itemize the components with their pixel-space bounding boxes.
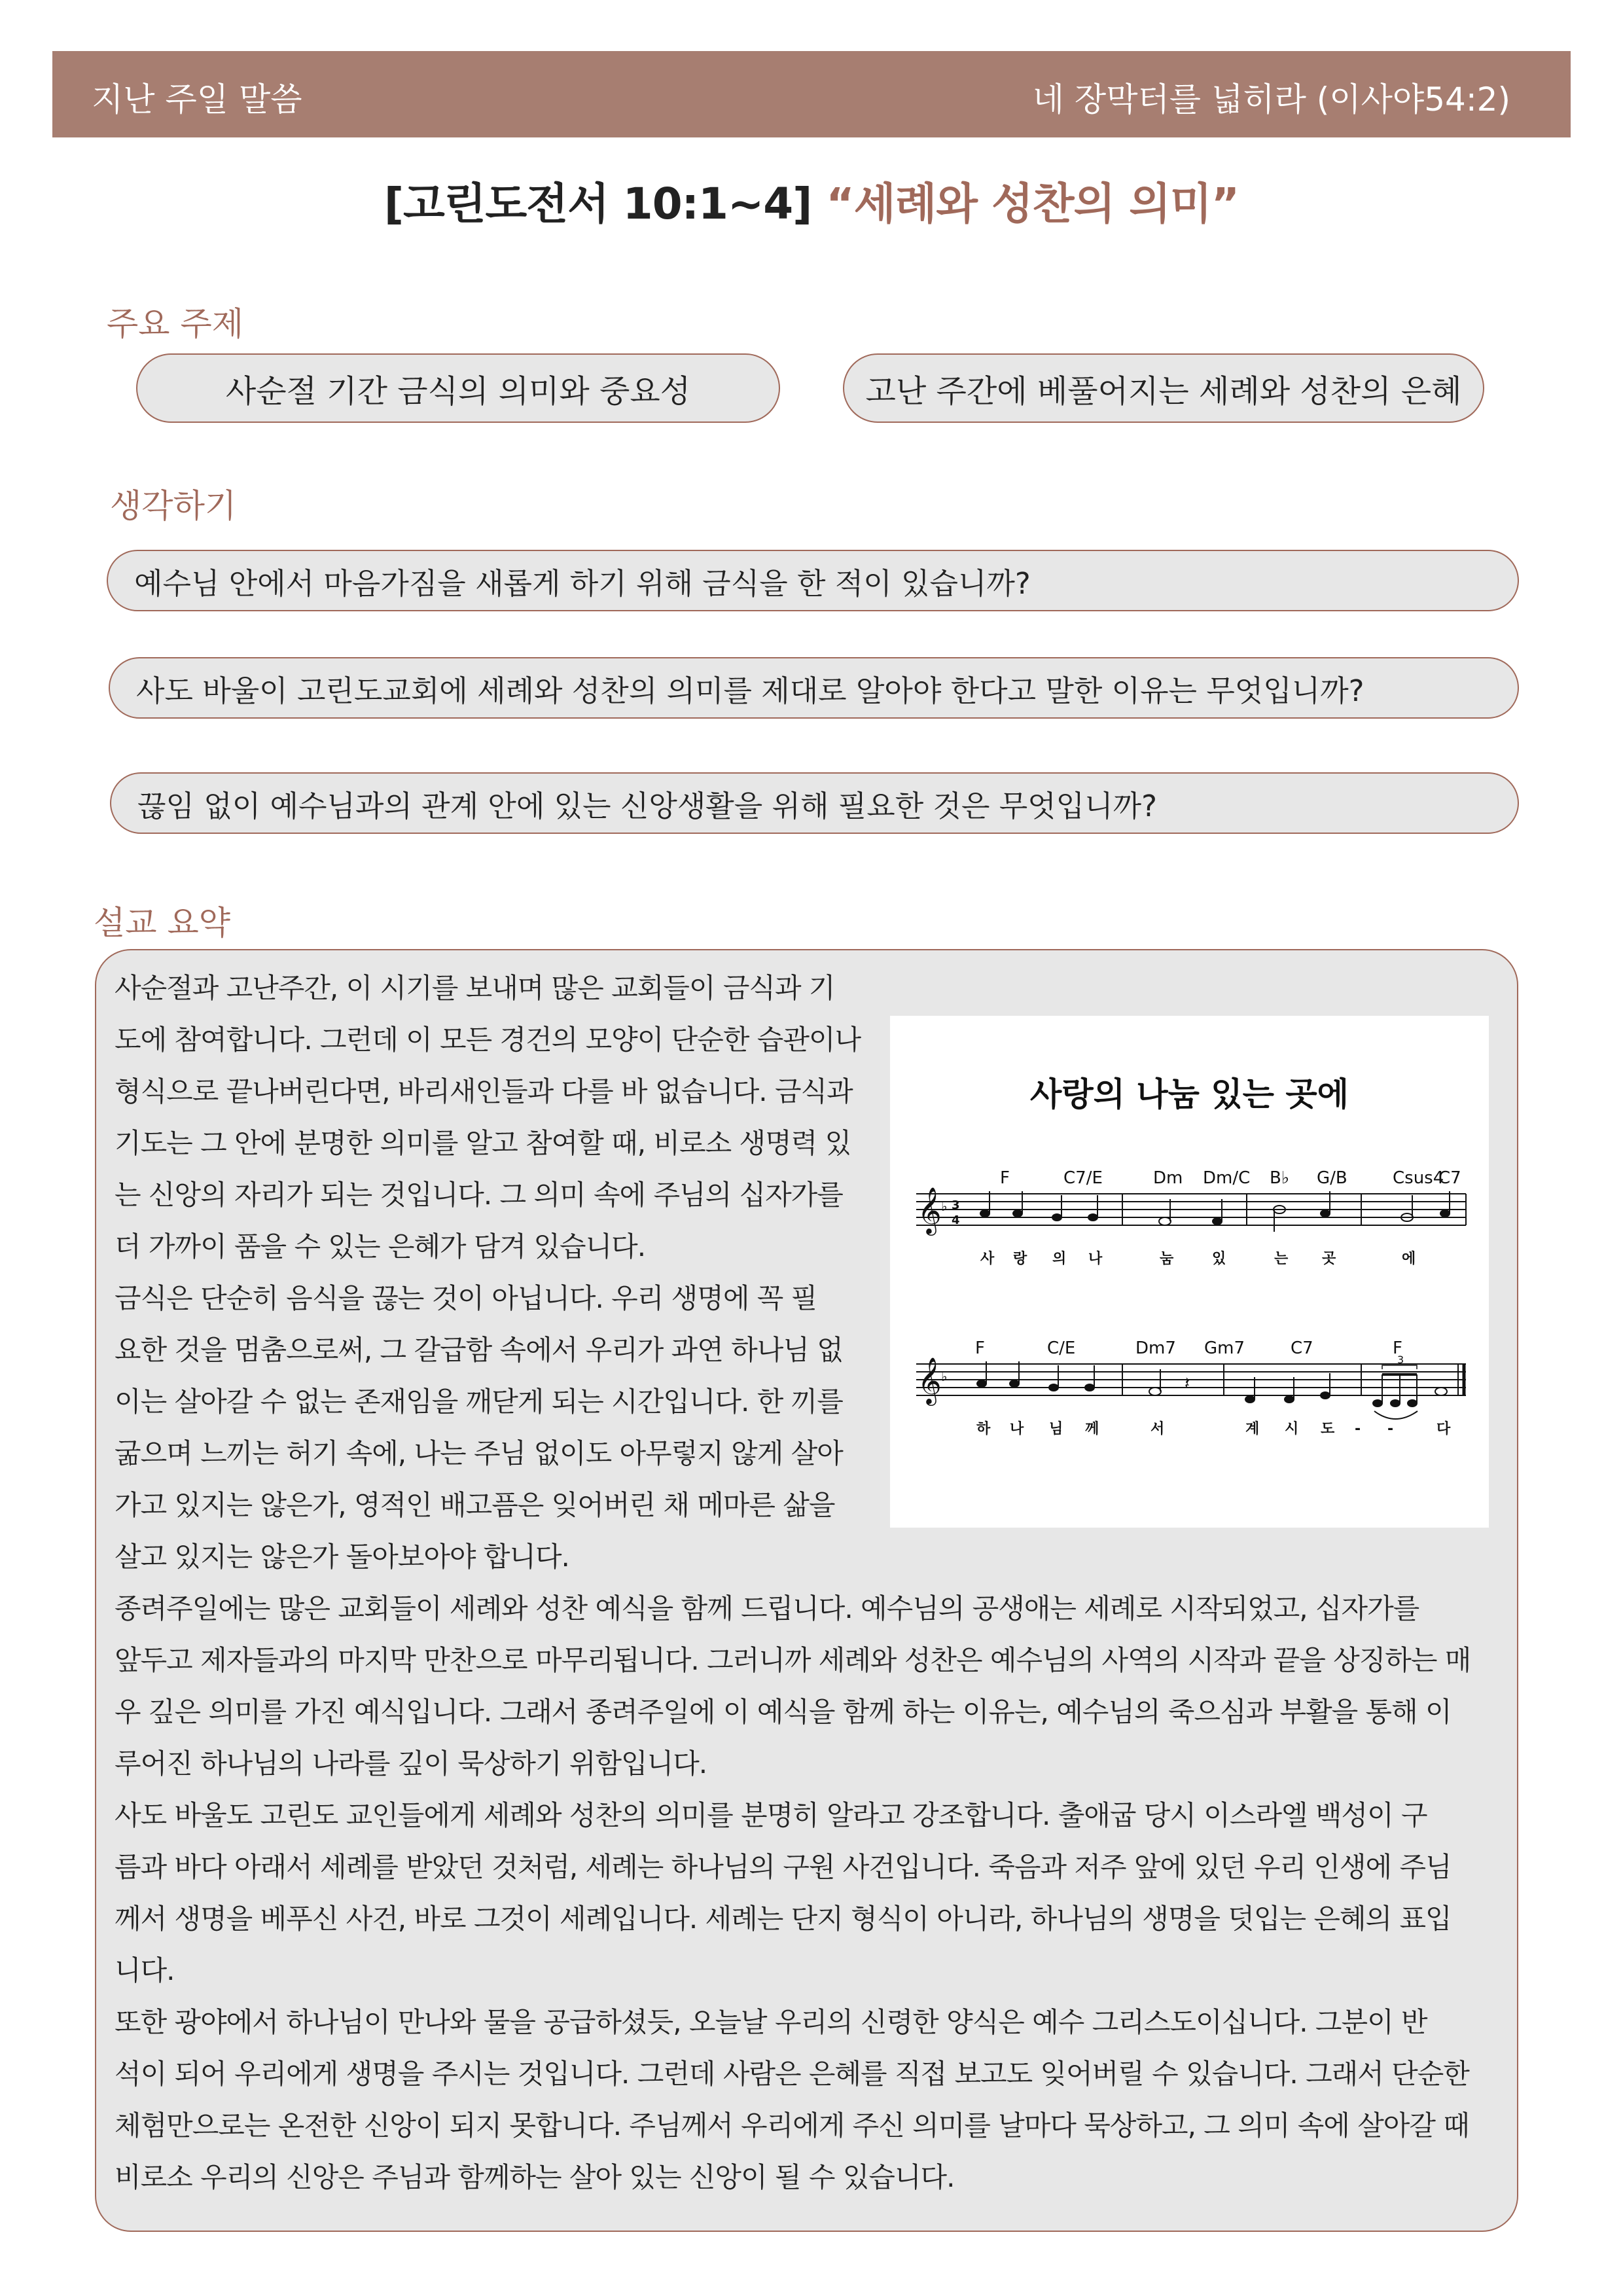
- summary-line: 사순절과 고난주간, 이 시기를 보내며 많은 교회들이 금식과 기: [115, 972, 835, 1004]
- lyric-syllable: 도: [1321, 1421, 1335, 1437]
- lyric-syllable: 곳: [1322, 1251, 1336, 1267]
- svg-text:𝄞: 𝄞: [918, 1186, 942, 1234]
- theme-pill-1: [136, 353, 780, 423]
- summary-line: 살고 있지는 않은가 돌아보아야 합니다.: [115, 1541, 569, 1573]
- question-text: 사도 바울이 고린도교회에 세례와 성찬의 의미를 제대로 알아야 한다고 말한 이유는 무엇입니까?: [136, 673, 1364, 708]
- lyric-syllable: 하: [976, 1421, 991, 1437]
- lyric-syllable: 의: [1052, 1251, 1067, 1267]
- summary-line: 도에 참여합니다. 그런데 이 모든 경건의 모양이 단순한 습관이나: [115, 1024, 861, 1056]
- lyric-syllable: -: [1387, 1421, 1394, 1437]
- lyric-syllable: 계: [1245, 1421, 1260, 1437]
- lyric-syllable: 사: [980, 1251, 995, 1267]
- lyric-syllable: -: [1355, 1421, 1361, 1437]
- summary-line: 우 깊은 의미를 가진 예식입니다. 그래서 종려주일에 이 예식을 함께 하는 이유는, 예수님의 죽으심과 부활을 통해 이: [115, 1696, 1452, 1728]
- chords-line-1: [1000, 1168, 1461, 1188]
- summary-line: 체험만으로는 온전한 신앙이 되지 못합니다. 주님께서 우리에게 주신 의미를 날마다 묵상하고, 그 의미 속에 살아갈 때: [115, 2109, 1469, 2142]
- chord-label: Dm: [1153, 1168, 1183, 1188]
- summary-line: 기도는 그 안에 분명한 의미를 알고 참여할 때, 비로소 생명력 있: [115, 1127, 851, 1159]
- theme-pill-2: [843, 353, 1484, 423]
- summary-line: 금식은 단순히 음식을 끊는 것이 아닙니다. 우리 생명에 꼭 필: [115, 1282, 817, 1314]
- chord-label: G/B: [1317, 1168, 1347, 1188]
- summary-line: 형식으로 끝나버린다면, 바리새인들과 다를 바 없습니다. 금식과: [115, 1075, 853, 1107]
- lyric-syllable: 께: [1085, 1421, 1099, 1437]
- lyric-syllable: 는: [1274, 1251, 1289, 1267]
- question-text: 끊임 없이 예수님과의 관계 안에 있는 신앙생활을 위해 필요한 것은 무엇입니까?: [137, 788, 1157, 823]
- summary-line: 사도 바울도 고린도 교인들에게 세례와 성찬의 의미를 분명히 알라고 강조합니다. 출애굽 당시 이스라엘 백성이 구: [115, 1799, 1427, 1831]
- chord-label: F: [1393, 1338, 1402, 1358]
- themes-label: 주요 주제: [107, 305, 244, 343]
- question-pill-1: [107, 550, 1519, 611]
- chord-label: C7: [1291, 1338, 1313, 1358]
- summary-line: 가고 있지는 않은가, 영적인 배고픔은 잊어버린 채 메마른 삶을: [115, 1489, 835, 1521]
- chord-label: Dm7: [1135, 1338, 1176, 1358]
- staff-line-2: [916, 1356, 1466, 1406]
- lyric-syllable: 에: [1402, 1251, 1416, 1267]
- svg-text:𝄽: 𝄽: [1185, 1374, 1190, 1393]
- summary-paragraph-narrow: [115, 962, 880, 1583]
- chord-label: C/E: [1047, 1338, 1076, 1358]
- summary-line: 또한 광야에서 하나님이 만나와 물을 공급하셨듯, 오늘날 우리의 신령한 양식은 예수 그리스도이십니다. 그분이 반: [115, 2006, 1427, 2038]
- chord-label: F: [975, 1338, 985, 1358]
- summary-line: 는 신앙의 자리가 되는 것입니다. 그 의미 속에 주님의 십자가를: [115, 1179, 843, 1211]
- question-pill-3: [110, 772, 1519, 834]
- summary-line: 름과 바다 아래서 세례를 받았던 것처럼, 세례는 하나님의 구원 사건입니다. 죽음과 저주 앞에 있던 우리 인생에 주님: [115, 1851, 1452, 1883]
- question-pill-2: [109, 657, 1519, 719]
- sheet-music-notation: [890, 1016, 1489, 1528]
- summary-line: 요한 것을 멈춤으로써, 그 갈급함 속에서 우리가 과연 하나님 없: [115, 1334, 843, 1366]
- summary-line: 종려주일에는 많은 교회들이 세례와 성찬 예식을 함께 드립니다. 예수님의 공생애는 세례로 시작되었고, 십자가를: [115, 1592, 1419, 1624]
- sheet-music-image: [890, 1016, 1489, 1528]
- svg-text:♭: ♭: [941, 1198, 948, 1214]
- lyric-syllable: 서: [1150, 1421, 1165, 1437]
- lyric-syllable: 다: [1436, 1421, 1451, 1437]
- lyric-syllable: 있: [1212, 1251, 1226, 1267]
- theme-pill-text: 고난 주간에 베풀어지는 세례와 성찬의 은혜: [865, 372, 1462, 410]
- chord-label: Gm7: [1204, 1338, 1245, 1358]
- lyric-syllable: 님: [1049, 1421, 1063, 1437]
- summary-paragraph-wide: [115, 1583, 1495, 2203]
- staff-line-1: [916, 1186, 1466, 1236]
- lyric-syllable: 나: [1010, 1421, 1024, 1437]
- summary-line: 께서 생명을 베푸신 사건, 바로 그것이 세례입니다. 세례는 단지 형식이 아니라, 하나님의 생명을 덧입는 은혜의 표입: [115, 1903, 1452, 1935]
- summary-line: 석이 되어 우리에게 생명을 주시는 것입니다. 그런데 사람은 은혜를 직접 보고도 잊어버릴 수 있습니다. 그래서 단순한: [115, 2058, 1469, 2090]
- title-sermon: “세례와 성찬의 의미”: [826, 179, 1240, 229]
- chord-label: C7/E: [1063, 1168, 1103, 1188]
- summary-line: 굶으며 느끼는 허기 속에, 나는 주님 없이도 아무렇지 않게 살아: [115, 1437, 843, 1469]
- lyric-syllable: 랑: [1013, 1251, 1027, 1267]
- chord-label: C7: [1438, 1168, 1461, 1188]
- lyrics-line-1: [980, 1250, 1416, 1267]
- chord-label: B♭: [1270, 1168, 1290, 1188]
- summary-label: 설교 요약: [94, 904, 231, 942]
- summary-line: 비로소 우리의 신앙은 주님과 함께하는 살아 있는 신앙이 될 수 있습니다.: [115, 2161, 955, 2193]
- chord-label: Csus4: [1393, 1168, 1444, 1188]
- lyric-syllable: 눔: [1160, 1251, 1174, 1267]
- title-reference: [고린도전서 10:1~4]: [383, 179, 812, 229]
- summary-line: 앞두고 제자들과의 마지막 만찬으로 마무리됩니다. 그러니까 세례와 성찬은 예수님의 사역의 시작과 끝을 상징하는 매: [115, 1644, 1471, 1676]
- chord-label: F: [1000, 1168, 1010, 1188]
- lyrics-line-2: [976, 1420, 1451, 1437]
- svg-text:𝄞: 𝄞: [918, 1356, 942, 1404]
- header-bar: [52, 51, 1571, 137]
- question-text: 예수님 안에서 마음가짐을 새롭게 하기 위해 금식을 한 적이 있습니까?: [134, 565, 1031, 601]
- summary-line: 이는 살아갈 수 없는 존재임을 깨닫게 되는 시간입니다. 한 끼를: [115, 1386, 843, 1418]
- header-right-text: 네 장막터를 넓히라 (이사야54:2): [1032, 81, 1510, 118]
- lyric-syllable: 시: [1285, 1421, 1299, 1437]
- page-title: [0, 169, 1623, 231]
- header-left-text: 지난 주일 말씀: [92, 81, 302, 118]
- lyric-syllable: 나: [1088, 1251, 1103, 1267]
- svg-text:4: 4: [952, 1213, 960, 1227]
- summary-line: 더 가까이 품을 수 있는 은혜가 담겨 있습니다.: [115, 1230, 646, 1263]
- triplet-mark: 3: [1397, 1354, 1404, 1366]
- chord-label: Dm/C: [1203, 1168, 1251, 1188]
- theme-pill-text: 사순절 기간 금식의 의미와 중요성: [225, 372, 691, 410]
- svg-text:♭: ♭: [941, 1369, 948, 1384]
- chords-line-2: [975, 1338, 1402, 1358]
- sheet-music-title: 사랑의 나눔 있는 곳에: [1030, 1075, 1349, 1113]
- summary-line: 니다.: [115, 1954, 175, 1986]
- summary-line: 루어진 하나님의 나라를 깊이 묵상하기 위함입니다.: [115, 1748, 707, 1780]
- svg-text:3: 3: [952, 1198, 960, 1212]
- reflect-label: 생각하기: [110, 487, 237, 525]
